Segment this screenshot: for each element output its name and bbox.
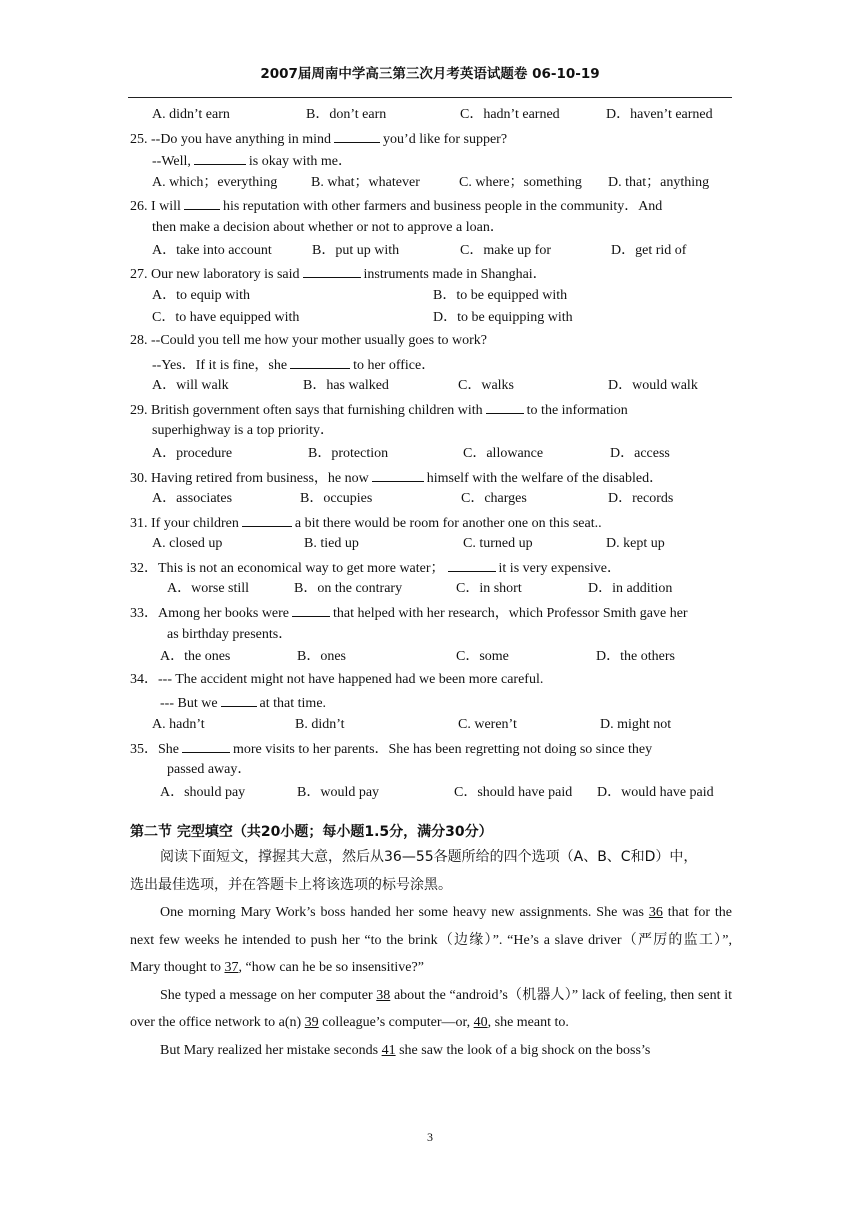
question-27-options-ab [130,285,732,308]
question-29-options [130,443,732,466]
option-b: B．don’t earn [306,107,387,122]
question-35-options [130,782,732,805]
blank-36: 36 [648,905,663,921]
option-c: C．should have paid [454,784,573,800]
option-d: D．haven’t earned [606,107,713,122]
question-28-reply: --Yes．If it is fine，she to her office． [130,353,732,376]
passage-paragraph-3: But Mary realized her mistake seconds 41 she saw the look of a big shock on the boss’s [160,1042,651,1058]
section-2-title: 第二节 完型填空（共20小题；每小题1.5分，满分30分） [130,824,493,841]
question-34-reply: --- But we at that time. [130,691,732,714]
page-header-title: 2007届周南中学高三第三次月考英语试题卷 06-10-19 [260,66,600,82]
option-a: A. didn’t earn [152,107,230,122]
option-b: B．on the contrary [294,581,403,597]
passage-paragraph-2: She typed a message on her computer 38 about the “android’s（机器人）” lack of feeling, then sent it over the office network to a(n) 39 colleague’s computer—or, 40, she meant to. [130,987,732,1031]
question-31-stem: 31. If your children a bit there would be room for another one on this seat.. [130,511,732,534]
question-33-options [130,646,732,669]
question-26-stem: 26. I will his reputation with other farmers and business people in the community．And [130,194,732,217]
option-a: A．should pay [160,784,246,800]
option-b: B. didn’t [295,717,345,733]
question-27-options-cd [130,307,732,330]
question-29-stem: 29. British government often says that furnishing children with to the information [130,398,732,421]
question-26-stem-cont: then make a decision about whether or not to approve a loan． [152,219,504,235]
question-32-options [130,578,732,601]
option-a: A．the ones [160,649,231,665]
option-c: C．in short [456,581,522,597]
option-a: A．worse still [167,581,250,597]
answer-blank [486,398,524,414]
blank-38: 38 [376,987,391,1003]
option-b: B．has walked [303,378,389,394]
option-c: C．to have equipped with [152,310,300,326]
option-b: B．to be equipped with [433,287,568,303]
option-d: D．would have paid [597,784,714,800]
answer-blank [182,737,230,753]
question-33-stem: 33．Among her books were that helped with her research，which Professor Smith gave her [130,601,732,624]
section-2-instructions [130,844,732,899]
exam-content [130,104,732,1064]
question-30-stem: 30. Having retired from business，he now himself with the welfare of the disabled． [130,466,732,489]
blank-40: 40 [473,1015,488,1031]
question-28-stem: 28. --Could you tell me how your mother usually goes to work? [130,332,487,348]
question-34-stem: 34．--- The accident might not have happened had we been more careful. [130,671,544,687]
option-a: A．to equip with [152,287,250,303]
option-c: C．some [456,649,509,665]
question-30-options [130,488,732,511]
option-c: C. turned up [463,536,533,552]
question-35-stem: 35．She more visits to her parents．She has been regretting not doing so since they [130,737,732,760]
question-25-stem: 25. --Do you have anything in mind you’d like for supper? [130,127,732,150]
blank-41: 41 [381,1042,396,1058]
question-25-reply: --Well, is okay with me． [130,149,732,172]
option-b: B．would pay [297,784,380,800]
option-c: C. where；something [459,174,582,190]
answer-blank [242,511,292,527]
question-25-options [130,172,732,195]
question-29-stem-cont: superhighway is a top priority． [152,423,334,439]
option-b: B．protection [308,445,389,461]
question-32-stem: 32．This is not an economical way to get more water； it is very expensive． [130,556,732,579]
answer-blank [184,194,220,210]
option-d: D．would walk [608,378,698,394]
option-d: D．access [610,445,670,461]
option-d: D．records [608,491,674,507]
option-b: B. what；whatever [311,174,420,190]
option-a: A. closed up [152,536,223,552]
option-d: D．in addition [588,581,673,597]
option-a: A．associates [152,491,233,507]
option-d: D．to be equipping with [433,310,573,326]
option-c: C．walks [458,378,514,394]
option-b: B．put up with [312,242,400,258]
instruction-line-2: 选出最佳选项，并在答题卡上将该选项的标号涂黑。 [130,876,452,893]
answer-blank [194,149,246,165]
question-28-options [130,375,732,398]
option-b: B. tied up [304,536,359,552]
passage-paragraph-1: One morning Mary Work’s boss handed her some heavy new assignments. She was 36 that for the next few weeks he intended to push her “to the brink（边缘）”. “He’s a slave driver（严厉的监工）”, Mary thought to 37, “how can he be so insensitive?” [130,905,733,976]
option-d: D. kept up [606,536,665,552]
answer-blank [290,353,350,369]
question-26-options [130,240,732,263]
question-33-stem-cont: as birthday presents． [167,626,293,642]
page-number: 3 [427,1130,433,1144]
blank-37: 37 [224,960,239,976]
option-c: C．allowance [463,445,544,461]
question-27-stem: 27. Our new laboratory is said instruments made in Shanghai． [130,262,732,285]
question-24-options [130,104,732,127]
option-a: A．will walk [152,378,229,394]
answer-blank [448,556,496,572]
question-34-options [130,714,732,737]
option-c: C．charges [461,491,527,507]
answer-blank [221,691,257,707]
option-d: D. might not [600,717,672,733]
answer-blank [334,127,380,143]
option-c: C．hadn’t earned [460,107,560,122]
header-rule [128,97,732,98]
cloze-passage [130,899,732,1064]
option-a: A．procedure [152,445,233,461]
option-c: C. weren’t [458,717,517,733]
question-35-stem-cont: passed away． [167,762,252,778]
option-d: D．the others [596,649,675,665]
option-a: A. which；everything [152,174,278,190]
blank-39: 39 [304,1015,319,1031]
option-d: D．get rid of [611,242,687,258]
option-b: B．ones [297,649,346,665]
option-a: A．take into account [152,242,272,258]
option-d: D. that；anything [608,174,710,190]
answer-blank [372,466,424,482]
question-31-options [130,533,732,556]
option-c: C．make up for [460,242,551,258]
option-b: B．occupies [300,491,373,507]
answer-blank [303,262,361,278]
instruction-line-1: 阅读下面短文，撑握其大意，然后从36—55各题所给的四个选项（A、B、C和D）中， [160,849,698,866]
option-a: A. hadn’t [152,717,205,733]
answer-blank [292,601,330,617]
